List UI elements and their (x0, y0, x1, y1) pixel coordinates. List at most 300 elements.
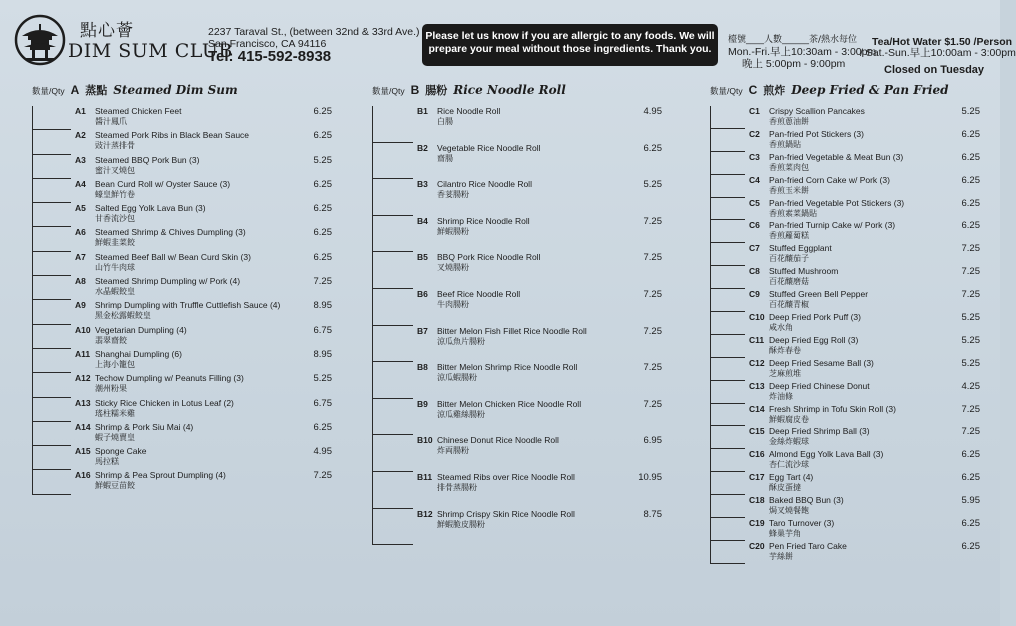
item-names (437, 399, 612, 436)
menu-item-list (372, 106, 662, 545)
item-names (769, 175, 932, 198)
item-names (95, 373, 280, 397)
item-name-chinese: 香煎菜肉包 (769, 162, 809, 172)
qty-blank[interactable] (711, 449, 745, 472)
section-title-english: Deep Fried & Pan Fried (791, 83, 949, 97)
item-price: 5.25 (961, 106, 980, 117)
section-header (710, 82, 980, 106)
item-price: 6.25 (961, 518, 980, 530)
item-names (95, 470, 280, 494)
closed-day: Closed on Tuesday (884, 64, 985, 76)
item-name-english: Vegetable Rice Noodle Roll (437, 142, 541, 153)
item-name-chinese: 咸水角 (769, 323, 793, 333)
item-name-english: Crispy Scallion Pancakes (769, 106, 865, 116)
tea-charge: Tea/Hot Water $1.50 /Person (872, 36, 1013, 48)
item-name-chinese: 黑金松露蝦餃皇 (94, 311, 151, 321)
qty-label: 數量/Qty (710, 86, 743, 96)
section-title-chinese: 腸粉 (425, 84, 448, 97)
item-name-english: Pen Fried Taro Cake (769, 540, 847, 551)
item-code: A16 (75, 470, 91, 481)
item-names (769, 289, 932, 312)
qty-blank[interactable] (373, 252, 413, 289)
item-name-english: Steamed Beef Ball w/ Bean Curd Skin (3) (95, 251, 251, 262)
item-name-english: Beef Rice Noodle Roll (437, 288, 521, 299)
menu-item (711, 472, 980, 495)
item-names (769, 495, 932, 518)
item-name-english: Sticky Rice Chicken in Lotus Leaf (2) (95, 397, 234, 408)
section-letter: C (748, 83, 758, 97)
menu-item (373, 216, 662, 253)
item-name-english: Pan-fried Vegetable Pot Stickers (3) (769, 197, 905, 208)
menu-item (711, 243, 980, 266)
menu-item (711, 426, 980, 449)
item-names (769, 312, 932, 335)
item-name-chinese: 潮州粉果 (95, 384, 127, 394)
item-name-english: Cilantro Rice Noodle Roll (437, 179, 532, 190)
item-name-chinese: 金絲炸蝦球 (769, 437, 809, 447)
qty-blank[interactable] (33, 373, 71, 397)
item-names (769, 152, 932, 175)
item-names (769, 381, 932, 404)
item-name-english: Stuffed Eggplant (769, 243, 832, 254)
item-price: 6.25 (313, 251, 332, 263)
telephone: Tel: 415-592-8938 (208, 48, 332, 65)
item-name-chinese: 酥炸春卷 (769, 345, 801, 355)
item-price: 6.25 (961, 174, 980, 186)
item-names (769, 198, 932, 221)
menu-item (711, 495, 980, 518)
item-name-english: Deep Fried Chinese Donut (769, 380, 870, 391)
item-name-english: Bitter Melon Chicken Rice Noodle Roll (437, 398, 582, 409)
menu-item (373, 179, 662, 216)
item-name-chinese: 山竹牛肉球 (95, 262, 135, 272)
item-names (769, 220, 932, 243)
item-name-chinese: 翡翠齋餃 (95, 335, 127, 345)
item-price: 4.95 (313, 446, 332, 458)
item-name-chinese: 瑤柱糯米雞 (95, 408, 135, 418)
item-code: C18 (749, 495, 765, 506)
item-price: 4.25 (961, 380, 980, 392)
item-names (769, 472, 932, 495)
menu-item (711, 152, 980, 175)
item-price: 5.95 (961, 495, 980, 507)
menu-item (373, 326, 662, 363)
qty-blank[interactable] (33, 446, 71, 470)
item-names (437, 472, 612, 509)
qty-label: 數量/Qty (32, 86, 65, 96)
qty-blank[interactable] (711, 243, 745, 266)
item-name-chinese: 白腸 (437, 117, 453, 126)
item-names (437, 509, 612, 546)
item-name-chinese: 牛肉腸粉 (437, 299, 469, 309)
qty-blank[interactable] (711, 426, 745, 449)
menu-item (33, 179, 332, 203)
item-price: 6.25 (313, 106, 332, 117)
item-price: 6.25 (313, 421, 332, 433)
qty-blank[interactable] (33, 130, 71, 154)
item-code: A6 (75, 227, 86, 238)
item-name-chinese: 炸両腸粉 (437, 446, 469, 456)
item-names (437, 179, 612, 216)
qty-blank[interactable] (33, 349, 71, 373)
qty-label: 數量/Qty (372, 86, 405, 96)
qty-blank[interactable] (373, 472, 413, 509)
menu-item (373, 435, 662, 472)
item-name-english: Sponge Cake (95, 446, 147, 457)
item-price: 7.25 (961, 426, 980, 438)
item-name-chinese: 馬拉糕 (95, 457, 119, 467)
item-names (95, 349, 280, 373)
item-price: 5.25 (313, 154, 332, 166)
item-price: 8.95 (313, 348, 332, 360)
item-name-english: BBQ Pork Rice Noodle Roll (437, 252, 541, 263)
qty-blank[interactable] (373, 216, 413, 253)
qty-blank[interactable] (373, 326, 413, 363)
item-name-english: Stuffed Mushroom (769, 266, 839, 277)
qty-blank[interactable] (33, 203, 71, 227)
qty-blank[interactable] (373, 179, 413, 216)
item-price: 6.75 (313, 397, 332, 409)
qty-blank[interactable] (711, 335, 745, 358)
qty-blank[interactable] (711, 541, 745, 564)
item-price: 7.25 (643, 325, 662, 337)
qty-blank[interactable] (373, 509, 413, 546)
item-code: A11 (75, 348, 91, 359)
menu-item (711, 129, 980, 152)
item-code: C10 (749, 312, 765, 323)
menu-item (711, 518, 980, 541)
item-price: 6.25 (313, 203, 332, 215)
item-code: B8 (417, 362, 428, 373)
item-names (437, 362, 612, 399)
menu-item (33, 276, 332, 300)
item-names (437, 216, 612, 253)
menu-item (33, 252, 332, 276)
item-price: 6.95 (643, 435, 662, 447)
qty-blank[interactable] (373, 399, 413, 436)
item-price: 7.25 (643, 215, 662, 227)
item-name-english: Shrimp & Pea Sprout Dumpling (4) (95, 470, 226, 481)
item-code: A3 (75, 154, 86, 165)
item-price: 6.25 (313, 227, 332, 239)
item-code: C17 (749, 472, 765, 483)
item-price: 7.25 (313, 276, 332, 288)
item-name-chinese: 香煎鍋貼 (769, 139, 801, 149)
qty-blank[interactable] (33, 422, 71, 446)
item-price: 7.25 (643, 398, 662, 410)
qty-blank[interactable] (711, 472, 745, 495)
section-title-english: Rice Noodle Roll (453, 83, 566, 97)
hours-weekday: Mon.-Fri.早上10:30am - 3:00pm (728, 46, 877, 58)
item-code: C6 (749, 220, 760, 231)
item-names (769, 541, 932, 564)
item-code: B3 (417, 179, 428, 190)
item-code: C11 (749, 334, 765, 345)
item-price: 6.25 (313, 178, 332, 190)
item-name-english: Pan-fried Pot Stickers (3) (769, 128, 864, 139)
item-code: B7 (417, 325, 428, 336)
menu-item (711, 106, 980, 129)
menu-item (711, 289, 980, 312)
item-name-chinese: 涼瓜蝦腸粉 (437, 373, 477, 383)
item-name-english: Bitter Melon Shrimp Rice Noodle Roll (437, 362, 578, 373)
section-title-chinese: 煎炸 (763, 84, 786, 97)
item-names (95, 203, 280, 227)
menu-item (711, 175, 980, 198)
item-name-english: Almond Egg Yolk Lava Ball (3) (769, 449, 884, 460)
item-names (769, 449, 932, 472)
item-code: C13 (749, 380, 765, 391)
qty-blank[interactable] (711, 404, 745, 427)
item-name-chinese: 蜂巢芋角 (769, 529, 801, 539)
qty-blank[interactable] (33, 300, 71, 324)
item-name-english: Baked BBQ Bun (3) (769, 495, 844, 506)
item-name-english: Stuffed Green Bell Pepper (769, 289, 869, 300)
menu-item (373, 399, 662, 436)
table-fields: 檯號____人數______茶/熱水每位 (728, 35, 858, 45)
item-code: A1 (75, 106, 86, 116)
hours-evening: 晚上 5:00pm - 9:00pm (742, 58, 846, 70)
qty-blank[interactable] (711, 518, 745, 541)
item-name-chinese: 上海小籠包 (95, 359, 135, 369)
item-name-chinese: 芋絲餅 (769, 551, 793, 561)
item-code: C14 (749, 403, 765, 414)
item-name-chinese: 醬汁鳳爪 (95, 117, 127, 126)
item-price: 7.25 (961, 266, 980, 278)
item-price: 7.25 (961, 243, 980, 255)
menu-item (33, 373, 332, 397)
item-name-chinese: 香荽腸粉 (437, 190, 469, 200)
item-name-chinese: 蝦子燒賣皇 (95, 432, 135, 442)
menu-item (711, 220, 980, 243)
item-code: A2 (75, 130, 86, 141)
section-steamed-dim-sum (32, 82, 332, 495)
address (208, 26, 420, 50)
qty-blank[interactable] (33, 252, 71, 276)
menu-item (33, 155, 332, 179)
item-names (769, 335, 932, 358)
item-code: A10 (75, 324, 91, 335)
item-price: 6.25 (961, 197, 980, 209)
item-code: A8 (75, 276, 86, 287)
qty-blank[interactable] (33, 325, 71, 349)
section-rice-noodle-roll (372, 82, 662, 545)
qty-blank[interactable] (373, 289, 413, 326)
item-name-english: Deep Fried Shrimp Ball (3) (769, 426, 870, 437)
item-name-chinese: 蜜汁叉燒包 (95, 165, 135, 175)
item-code: C9 (749, 289, 760, 300)
qty-blank[interactable] (33, 155, 71, 179)
menu-item (33, 398, 332, 422)
item-code: A5 (75, 203, 86, 214)
menu-item (711, 541, 980, 564)
item-code: B6 (417, 288, 428, 299)
item-names (437, 143, 612, 180)
qty-blank[interactable] (33, 470, 71, 494)
item-name-english: Shrimp & Pork Siu Mai (4) (95, 421, 194, 432)
item-names (769, 426, 932, 449)
item-price: 6.25 (961, 128, 980, 140)
brand-name-chinese: 點心薈 (80, 21, 134, 41)
item-name-english: Steamed BBQ Pork Bun (3) (95, 154, 200, 165)
menu-item (373, 509, 662, 546)
qty-blank[interactable] (711, 175, 745, 198)
qty-blank[interactable] (711, 358, 745, 381)
item-name-english: Taro Turnover (3) (769, 518, 835, 529)
qty-blank[interactable] (33, 398, 71, 422)
qty-blank[interactable] (33, 276, 71, 300)
item-code: B1 (417, 106, 428, 116)
qty-blank[interactable] (373, 106, 413, 143)
qty-blank[interactable] (711, 289, 745, 312)
brand-name-english: DIM SUM CLUB (68, 40, 233, 62)
item-price: 5.25 (961, 357, 980, 369)
item-name-english: Vegetarian Dumpling (4) (95, 324, 187, 335)
order-info (728, 34, 876, 70)
hours-weekend: / Sat.-Sun.早上10:00am - 3:00pm (860, 47, 1016, 59)
item-price: 6.25 (961, 151, 980, 163)
item-code: C12 (749, 357, 765, 368)
item-name-english: Deep Fried Egg Roll (3) (769, 334, 859, 345)
address-line-1: 2237 Taraval St., (between 32nd & 33rd Ave.) (208, 26, 420, 38)
item-names (95, 446, 280, 470)
menu-item-list (32, 106, 332, 495)
menu-item (711, 312, 980, 335)
item-code: B5 (417, 252, 428, 263)
item-code: A14 (75, 421, 91, 432)
qty-blank[interactable] (711, 129, 745, 152)
menu-item (373, 362, 662, 399)
item-name-english: Deep Fried Pork Puff (3) (769, 312, 861, 323)
item-name-english: Shrimp Dumpling with Truffle Cuttlefish Sauce (4) (94, 300, 281, 311)
menu-item (373, 106, 662, 143)
item-code: C16 (749, 449, 765, 460)
item-names (769, 129, 932, 152)
menu-item (33, 130, 332, 154)
menu-item (33, 300, 332, 324)
item-code: A13 (75, 397, 91, 408)
qty-blank[interactable] (373, 143, 413, 180)
qty-blank[interactable] (373, 435, 413, 472)
item-names (95, 227, 280, 251)
item-name-english: Chinese Donut Rice Noodle Roll (437, 435, 559, 446)
item-name-chinese: 鮮蝦腐皮卷 (769, 414, 809, 424)
menu-item-list (710, 106, 980, 564)
menu-item (711, 404, 980, 427)
qty-blank[interactable] (711, 381, 745, 404)
item-name-chinese: 焗叉燒餐飽 (769, 506, 809, 516)
item-name-chinese: 香煎蘿蔔糕 (769, 231, 809, 241)
item-price: 10.95 (638, 471, 662, 483)
item-name-english: Rice Noodle Roll (437, 106, 501, 116)
allergy-notice (422, 24, 718, 66)
item-name-chinese: 鮮蝦韭菜餃 (95, 238, 135, 248)
qty-blank[interactable] (33, 179, 71, 203)
item-name-chinese: 杏仁流沙球 (769, 460, 809, 470)
item-names (437, 326, 612, 363)
section-title-chinese: 蒸點 (85, 84, 108, 97)
item-code: B2 (417, 142, 428, 153)
menu-item (711, 335, 980, 358)
item-name-chinese: 水晶蝦餃皇 (95, 287, 135, 297)
item-price: 6.25 (961, 472, 980, 484)
item-names (437, 435, 612, 472)
menu-item (33, 106, 332, 130)
qty-blank[interactable] (33, 227, 71, 251)
item-names (95, 106, 280, 130)
qty-blank[interactable] (711, 266, 745, 289)
item-names (437, 106, 612, 143)
item-code: C20 (749, 540, 765, 551)
item-names (95, 179, 280, 203)
menu-item (33, 470, 332, 494)
item-name-english: Salted Egg Yolk Lava Bun (3) (95, 203, 206, 214)
item-code: B11 (417, 471, 433, 482)
item-price: 5.25 (643, 179, 662, 191)
item-name-chinese: 百花釀磨菇 (769, 277, 809, 287)
item-name-chinese: 鮮蝦腸粉 (437, 226, 469, 236)
item-name-english: Bitter Melon Fish Fillet Rice Noodle Roll (437, 325, 587, 336)
allergy-notice-line-1: Please let us know if you are allergic to any foods. We will (425, 30, 715, 42)
item-code: B9 (417, 398, 428, 409)
item-name-chinese: 香煎素菜鍋貼 (769, 208, 817, 218)
item-name-chinese: 涼瓜魚片腸粉 (437, 336, 485, 346)
section-title-english: Steamed Dim Sum (113, 83, 238, 97)
item-name-english: Pan-fried Corn Cake w/ Pork (3) (769, 174, 890, 185)
menu-item (711, 381, 980, 404)
qty-blank[interactable] (711, 220, 745, 243)
item-code: A12 (75, 373, 91, 384)
item-names (769, 404, 932, 427)
item-price: 6.25 (313, 130, 332, 142)
qty-blank[interactable] (373, 362, 413, 399)
item-price: 4.95 (643, 106, 662, 117)
item-code: B10 (417, 435, 433, 446)
item-price: 7.25 (961, 403, 980, 415)
item-price: 6.75 (313, 324, 332, 336)
item-names (769, 518, 932, 541)
item-name-chinese: 炸油條 (769, 391, 793, 401)
item-price: 7.25 (643, 288, 662, 300)
qty-blank[interactable] (33, 106, 71, 130)
section-letter: B (410, 83, 420, 97)
item-name-chinese: 芝麻煎堆 (769, 368, 801, 378)
item-price: 8.95 (313, 300, 332, 312)
qty-blank[interactable] (711, 152, 745, 175)
item-name-chinese: 蠔皇鮮竹卷 (95, 189, 135, 199)
allergy-notice-line-2: prepare your meal without those ingredients. Thank you. (428, 43, 712, 55)
address-line-2: San Francisco, CA 94116 (208, 38, 327, 50)
qty-blank[interactable] (711, 312, 745, 335)
qty-blank[interactable] (711, 198, 745, 221)
item-names (769, 266, 932, 289)
item-name-chinese: 百花釀青椒 (769, 300, 809, 310)
menu-item (33, 349, 332, 373)
item-code: C4 (749, 174, 760, 185)
item-name-chinese: 酥皮蛋撻 (769, 483, 801, 493)
qty-blank[interactable] (711, 495, 745, 518)
item-code: A4 (75, 178, 86, 189)
qty-blank[interactable] (711, 106, 745, 129)
item-name-chinese: 豉汁蒸排骨 (95, 141, 135, 151)
item-price: 5.25 (961, 334, 980, 346)
item-name-chinese: 涼瓜雞絲腸粉 (437, 409, 485, 419)
item-name-chinese: 百花釀茄子 (769, 254, 809, 264)
item-name-chinese: 甘香流沙包 (95, 214, 135, 224)
item-code: C19 (749, 518, 765, 529)
item-name-english: Steamed Shrimp Dumpling w/ Pork (4) (95, 276, 241, 287)
item-names (95, 155, 280, 179)
